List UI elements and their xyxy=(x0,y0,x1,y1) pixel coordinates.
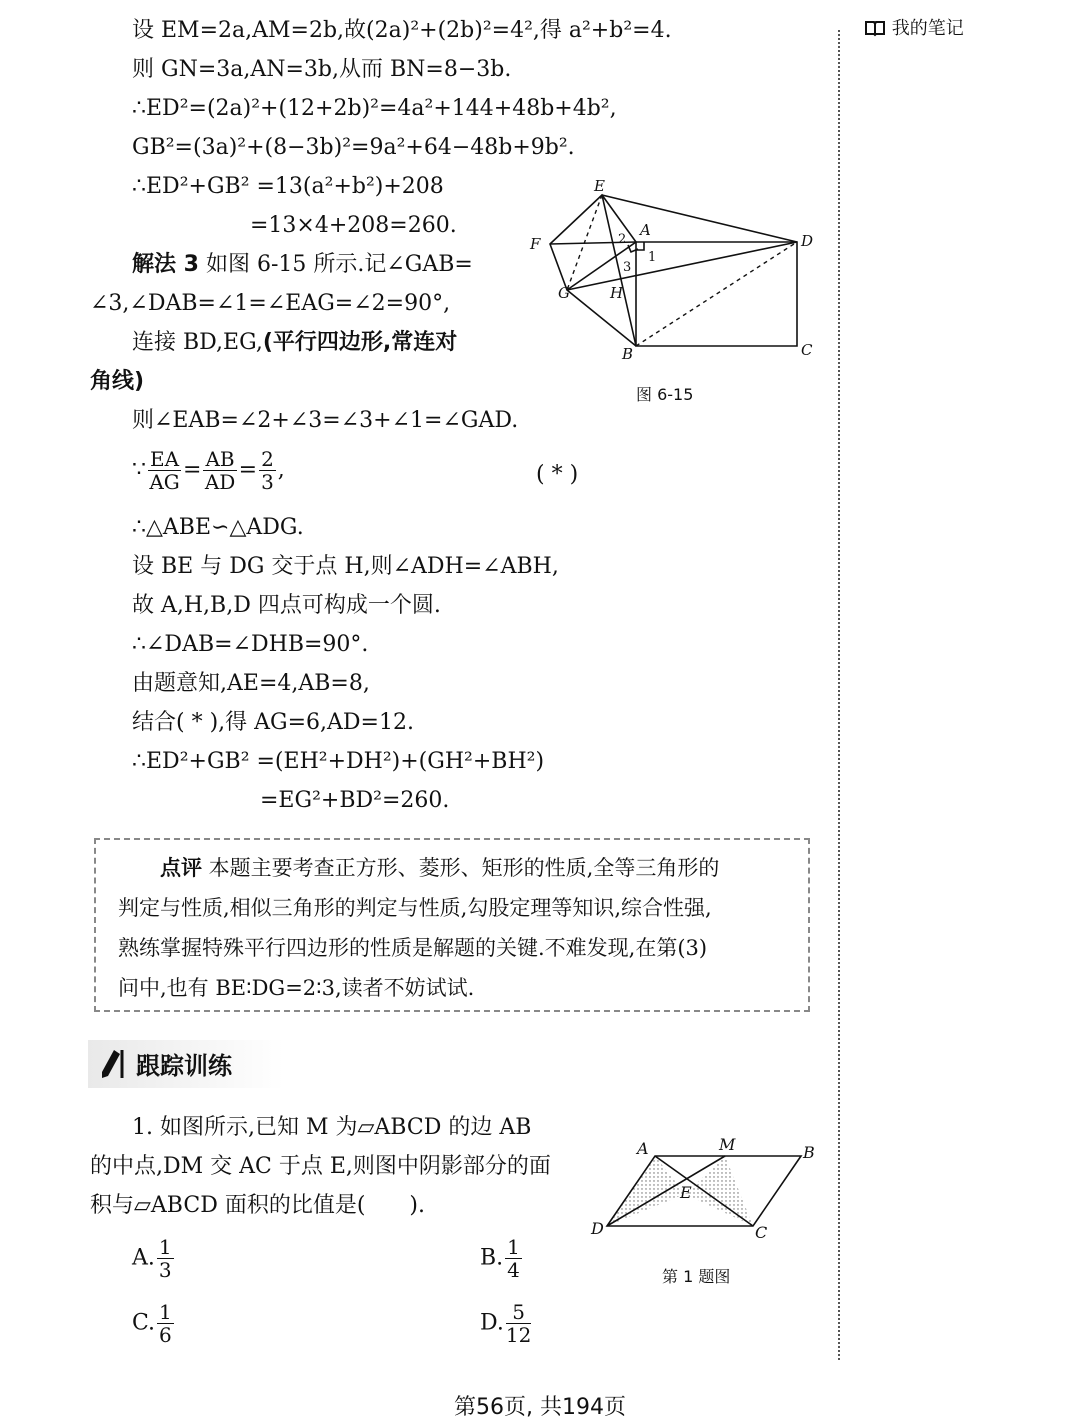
fraction-ea-ag: $\frac{EA}{AG}$ xyxy=(149,447,180,494)
fig1-label-A: A xyxy=(640,221,651,239)
section-heading xyxy=(88,1040,284,1088)
ratio-equation: ∵ $\frac{EA}{AG}$ = $\frac{AB}{AD}$ = $\frac{2}{3}$ , xyxy=(132,447,285,494)
solution-line-1: 设 EM=2a,AM=2b,故(2a)²+(2b)²=4²,得 a²+b²=4. xyxy=(132,18,672,43)
fig1-label-F: F xyxy=(530,235,541,253)
fraction-2-3: $\frac{2}{3}$ xyxy=(261,447,274,494)
book-icon xyxy=(864,18,892,39)
comment-line-2: 判定与性质,相似三角形的判定与性质,勾股定理等知识,综合性强, xyxy=(118,896,712,920)
option-c[interactable]: C. $\frac{1}{6}$ xyxy=(132,1300,172,1347)
fig2-label-C: C xyxy=(755,1223,768,1242)
fig2-label-D: D xyxy=(591,1219,604,1238)
figure-question-1-caption: 第 1 题图 xyxy=(662,1267,731,1286)
fig1-label-D: D xyxy=(801,232,814,250)
solution-line-16: ∴∠DAB=∠DHB=90°. xyxy=(132,632,369,657)
fig1-label-G: G xyxy=(558,284,570,302)
solution-line-14: 设 BE 与 DG 交于点 H,则∠ADH=∠ABH, xyxy=(132,554,559,579)
fraction-ab-ad: $\frac{AB}{AD}$ xyxy=(204,447,236,494)
fig2-label-M: M xyxy=(719,1135,736,1154)
figure-question-1 xyxy=(585,1128,825,1248)
fig1-angle-1: 1 xyxy=(648,250,657,265)
solution-line-2: 则 GN=3a,AN=3b,从而 BN=8−3b. xyxy=(132,57,512,82)
fig1-label-C: C xyxy=(801,341,813,359)
option-d[interactable]: D. $\frac{5}{12}$ xyxy=(480,1300,532,1347)
fig1-angle-3: 3 xyxy=(623,260,632,275)
comment-line-3: 熟练掌握特殊平行四边形的性质是解题的关键.不难发现,在第(3) xyxy=(118,936,708,960)
solution-line-20: =EG²+BD²=260. xyxy=(260,788,450,813)
solution-line-17: 由题意知,AE=4,AB=8, xyxy=(132,671,370,696)
option-d-fraction: $\frac{5}{12}$ xyxy=(505,1300,532,1347)
because-symbol: ∵ xyxy=(132,457,146,483)
notes-header xyxy=(864,14,964,40)
solution-line-15: 故 A,H,B,D 四点可构成一个圆. xyxy=(132,593,441,618)
figure-6-15 xyxy=(520,175,820,410)
method-3-text: 如图 6-15 所示.记∠GAB= xyxy=(198,252,473,277)
comment-head: 点评 xyxy=(160,856,202,880)
method-3-head: 解法 3 xyxy=(132,252,199,277)
solution-line-10: 角线) xyxy=(90,369,145,394)
option-a[interactable]: A. $\frac{1}{3}$ xyxy=(132,1235,172,1282)
fig2-label-E: E xyxy=(680,1183,692,1202)
figure-6-15-caption: 图 6-15 xyxy=(636,385,694,404)
shaded-triangle-mec xyxy=(685,1156,753,1226)
pencil-icon xyxy=(96,1048,126,1084)
option-c-fraction: $\frac{1}{6}$ xyxy=(159,1300,172,1347)
section-title: 跟踪训练 xyxy=(136,1052,232,1080)
question-1-line-2: 的中点,DM 交 AC 于点 E,则图中阴影部分的面 xyxy=(90,1154,551,1179)
fig1-label-B: B xyxy=(622,345,634,363)
solution-line-5: ∴ED²+GB² =13(a²+b²)+208 xyxy=(132,174,444,199)
shaded-triangle-ade xyxy=(607,1156,685,1226)
solution-line-11: 则∠EAB=∠2+∠3=∠3+∠1=∠GAD. xyxy=(132,408,519,433)
method-3-line xyxy=(132,250,473,280)
solution-line-8: ∠3,∠DAB=∠1=∠EAG=∠2=90°, xyxy=(90,291,451,316)
star-mark: ( * ) xyxy=(536,462,579,487)
solution-line-6: =13×4+208=260. xyxy=(250,213,457,238)
question-1-line-3: 积与▱ABCD 面积的比值是( ). xyxy=(90,1193,426,1218)
solution-line-9 xyxy=(132,328,457,358)
comment-line-1 xyxy=(160,848,719,888)
solution-line-3: ∴ED²=(2a)²+(12+2b)²=4a²+144+48b+4b², xyxy=(132,96,617,121)
solution-line-13: ∴△ABE∽△ADG. xyxy=(132,515,304,540)
fig2-label-A: A xyxy=(637,1139,649,1158)
solution-line-18: 结合( * ),得 AG=6,AD=12. xyxy=(132,710,414,735)
connect-text: 连接 BD,EG, xyxy=(132,330,263,355)
fig1-angle-2: 2 xyxy=(618,232,627,247)
page-footer: 第56页, 共194页 xyxy=(454,1395,626,1420)
comment-line-1-text: 本题主要考查正方形、菱形、矩形的性质,全等三角形的 xyxy=(202,856,720,880)
fig1-label-H: H xyxy=(610,284,624,302)
fig2-label-B: B xyxy=(803,1143,815,1162)
notes-label: 我的笔记 xyxy=(891,18,964,39)
comment-line-4: 问中,也有 BE∶DG=2∶3,读者不妨试试. xyxy=(118,976,475,1000)
connect-note: (平行四边形,常连对 xyxy=(262,330,458,355)
option-b-fraction: $\frac{1}{4}$ xyxy=(507,1235,520,1282)
fig1-label-E: E xyxy=(594,177,605,195)
solution-line-19: ∴ED²+GB² =(EH²+DH²)+(GH²+BH²) xyxy=(132,749,545,774)
solution-line-4: GB²=(3a)²+(8−3b)²=9a²+64−48b+9b². xyxy=(132,135,575,160)
notes-divider xyxy=(838,30,840,1360)
option-b[interactable]: B. $\frac{1}{4}$ xyxy=(480,1235,520,1282)
option-a-fraction: $\frac{1}{3}$ xyxy=(158,1235,172,1282)
question-1-line-1: 1. 如图所示,已知 M 为▱ABCD 的边 AB xyxy=(132,1115,532,1140)
